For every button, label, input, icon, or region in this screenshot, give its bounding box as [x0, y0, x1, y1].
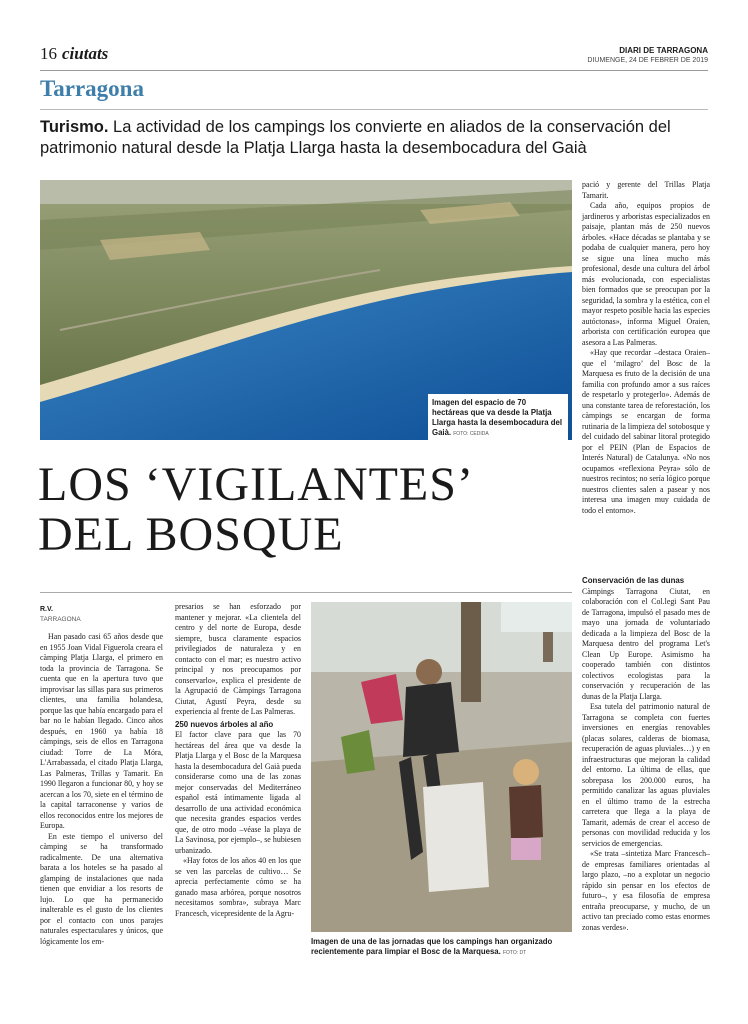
paragraph: «Se trata –sintetiza Marc Francesch– de empresas familiares orientadas al largo plazo, –no a explotar un negocio rápido sin pensar en los efectos de futuro–, y esa filosofía de empresa entraña preocuparse, y mucho, de un activo tan preciado como estas enormes zonas verdes».	[582, 849, 710, 932]
aerial-photo-caption	[428, 394, 568, 443]
subheading: 250 nuevos árboles al año	[175, 719, 274, 729]
deck-divider	[40, 109, 708, 110]
subheading: Conservación de las dunas	[582, 576, 685, 585]
paragraph: «Hay fotos de los años 40 en los que se ven las parcelas de cultivo… Se aprecia perfectamente cómo se ha ganado masa arbórea, porque nosotros necesitamos sombra», subraya Marc Francesch, vicepresidente de la Agru-	[175, 856, 301, 918]
paragraph: pació y gerente del Trillas Platja Tamarit.	[582, 180, 710, 200]
byline-author: R.V.	[40, 606, 53, 613]
paragraph: En este tiempo el universo del càmping se ha transformado radicalmente. De una alternativa barata a los hoteles se ha pasado al glamping de instalaciones que nada tienen que envidiar a los resorts de lujo. Lo que ha permanecido inalterable es el gusto de los clientes por el contacto con unos parajes naturales espectaculares y únicos, que lógicamente los em-	[40, 831, 163, 946]
cleanup-photo	[311, 602, 572, 932]
issue-date: DIUMENGE, 24 DE FEBRER DE 2019	[587, 57, 708, 64]
paragraph: Càmpings Tarragona Ciutat, en colaboración con el Col.legi Sant Pau de Tarragona, impulsó el pasado mes de mayo una jornada de voluntariado dedicada a la limpieza del Bosc de la Marquesa dentro del programa Let's Clean Up Europe. Asimismo ha cooperado también con distintos colectivos ecologistas para la conservación y recuperación de las dunas de la Platja Llarga.	[582, 586, 710, 701]
city-label: Tarragona	[40, 76, 144, 101]
photo-credit: FOTO: DT	[502, 950, 527, 956]
section-title: ciutats	[62, 44, 109, 63]
newspaper-name: DIARI DE TARRAGONA	[619, 46, 708, 55]
paragraph: El factor clave para que las 70 hectáreas del área que va desde la Platja Llarga y el Bosc de la Marquesa hasta la desembocadura del Gaià pueda considerarse como una de las zonas mejor conservadas del Mediterráneo español está íntimamente ligada al desarrollo de una actividad económica que necesita grandes espacios verdes que, de otro modo –véase la playa de La Savinosa, por ejemplo–, se hubiesen urbanizado.	[175, 730, 301, 855]
cleanup-photo-caption	[311, 937, 572, 958]
article-column-3	[582, 180, 710, 516]
headline-line-2: DEL BOSQUE	[38, 508, 344, 561]
headline-divider	[40, 592, 572, 593]
deck-lead: Turismo.	[40, 118, 109, 136]
page-number: 16	[40, 44, 57, 63]
caption-text: Imagen del espacio de 70 hectáreas que va desde la Platja Llarga hasta la desembocadura del Gaià.	[432, 398, 562, 437]
photo-credit: FOTO: CEDIDA	[453, 431, 489, 437]
article-column-2	[175, 602, 301, 919]
caption-text: Imagen de una de las jornadas que los campings han organizado recientemente para limpiar el Bosc de la Marquesa.	[311, 937, 553, 956]
paragraph: presarios se han esforzado por mantener y mejorar. «La clientela del centro y del norte de Europa, desde siempre, busca claramente espacios privilegiados de naturaleza y en contacto con el mar; es nuestro activo principal y nos preocupamos por conservarlo», explica el presidente de la Agrupació de Càmpings Tarragona Ciutat, Agustí Peyra, desde su experiencia al frente de Las Palmeras.	[175, 602, 301, 716]
byline-location: TARRAGONA	[40, 616, 81, 623]
article-column-4	[582, 574, 710, 933]
paragraph: Han pasado casi 65 años desde que en 1955 Joan Vidal Figuerola creara el càmping Platja Llarga, el primero en toda la provincia de Tarragona. Se cuenta que en la apertura tuvo que improvisar las sillas para sus primeros clientes, una familia holandesa, porque las que había encargado para el bar no le habían llegado. Cinco años después, en 1960 ya había 18 càmpings, seis de ellos en Tarragona ciudad: Torre de La Móra, L'Arrabassada, el citado Platja Llarga, Las Palmeras, Trillas y Tamarit. En 1990 llegaron a funcionar 80, y hoy se acercan a los 70, siete en el término de la capital tarraconense y varios de ellos reconocidos entre los mejores de Europa.	[40, 632, 163, 830]
paragraph: Cada año, equipos propios de jardineros y arboristas especializados en paisaje, plantan más de 250 nuevos árboles. «Hace décadas se plantaba y se podaba de cualquier manera, pero hoy se sigue una línea mucho más profesional, desde una cultura del árbol más evolucionada, con especialistas bien formados que se preocupan por la seguridad, la sombra y la estética, con el mayor respeto posible hacia las especies autóctonas», informa Miguel Oraien, arborista con certificación europea que asesora a Las Palmeras.	[582, 201, 710, 347]
paragraph: «Hay que recordar –destaca Oraien– que el ‘milagro’ del Bosc de la Marquesa es fruto de la decisión de una familia con profundo amor a sus raíces de respetarlo y protegerlo». Además de una constante tarea de reforestación, los càmpings se encargan de forma rutinaria de la limpieza del sotobosque y del cuidado del sabinar litoral protegido por el PEIN (Plan de Espacios de Interés Natural) de Catalunya. «No nos ocupamos «reflexiona Peyra» sólo de nuestros recintos; no sería lógico porque nuestros clientes salen a pasear y nos interesa una imagen muy cuidada de todo el entorno».	[582, 348, 710, 515]
headline-line-1: LOS ‘VIGILANTES’	[38, 458, 474, 511]
deck-text: La actividad de los campings los convierte en aliados de la conservación del patrimonio natural desde la Platja Llarga hasta la desembocadura del Gaià	[40, 118, 671, 157]
deck	[40, 117, 710, 159]
header-divider	[40, 70, 708, 71]
article-column-1	[40, 632, 163, 947]
paragraph: Esa tutela del patrimonio natural de Tarragona se completa con fuertes inversiones en energías renovables (placas solares, calderas de biomasa, recuperación de aguas pluviales…) y en infraestructuras que mejoran la calidad del entorno. La última de ellas, que sobrepasa los 200.000 euros, ha permitido canalizar las aguas pluviales en el último tramo de la estrecha carretera que llega a la playa de Tamarit, además de crear el acceso de personas con movilidad reducida y los servicios de emergencias.	[582, 702, 710, 848]
headline	[38, 460, 474, 560]
cleanup-photo-illustration	[311, 602, 572, 932]
